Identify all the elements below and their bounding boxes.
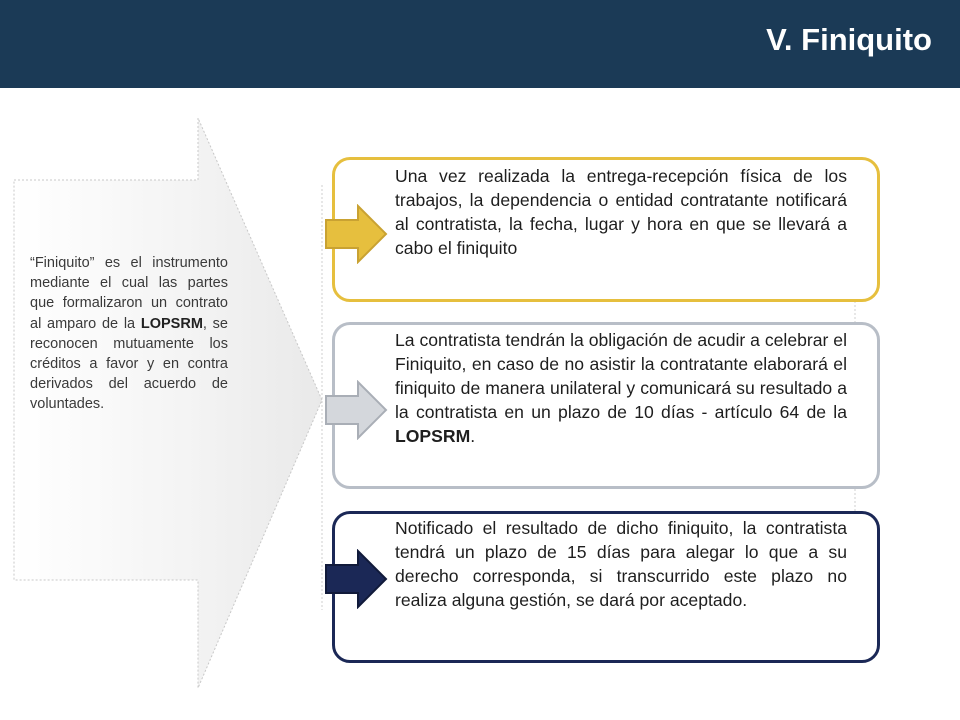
step-card-3 [332,511,880,663]
step-2-law-name: LOPSRM [395,426,471,446]
gray-right-arrow-icon [322,380,392,440]
definition-text-end: , se reconocen mutuamente los créditos a favor y en contra derivados del acuerdo de voluntades. [30,315,228,413]
navy-right-arrow-icon [322,549,392,609]
step-card-1 [332,157,880,302]
page-title: V. Finiquito [766,22,932,57]
finiquito-definition [30,253,228,415]
step-1-text: Una vez realizada la entrega-recepción física de los trabajos, la dependencia o entidad contratante notificará al contratista, la fecha, lugar y hora en que se llevará a cabo el finiquito [395,166,847,258]
definition-law-name: LOPSRM [140,315,203,332]
step-2-text-end: . [470,426,476,446]
step-2-text-main: La contratista tendrán la obligación de acudir a celebrar el Finiquito, en caso de no asistir la contratante elaborará el finiquito de manera unilateral y comunicará su resultado a la contratista en un plazo de 10 días - artículo 64 de la [395,330,847,422]
step-card-2 [332,322,880,489]
step-3-text: Notificado el resultado de dicho finiquito, la contratista tendrá un plazo de 15 días para alegar lo que a su derecho corresponda, si transcurrido este plazo no realiza alguna gestión, se dará por aceptado. [395,518,847,610]
definition-text-start: “Finiquito” es el instrumento mediante el cual las partes que formalizaron un contrato al amparo de la [30,255,228,332]
yellow-right-arrow-icon [322,204,392,264]
step-2-text [395,328,847,448]
